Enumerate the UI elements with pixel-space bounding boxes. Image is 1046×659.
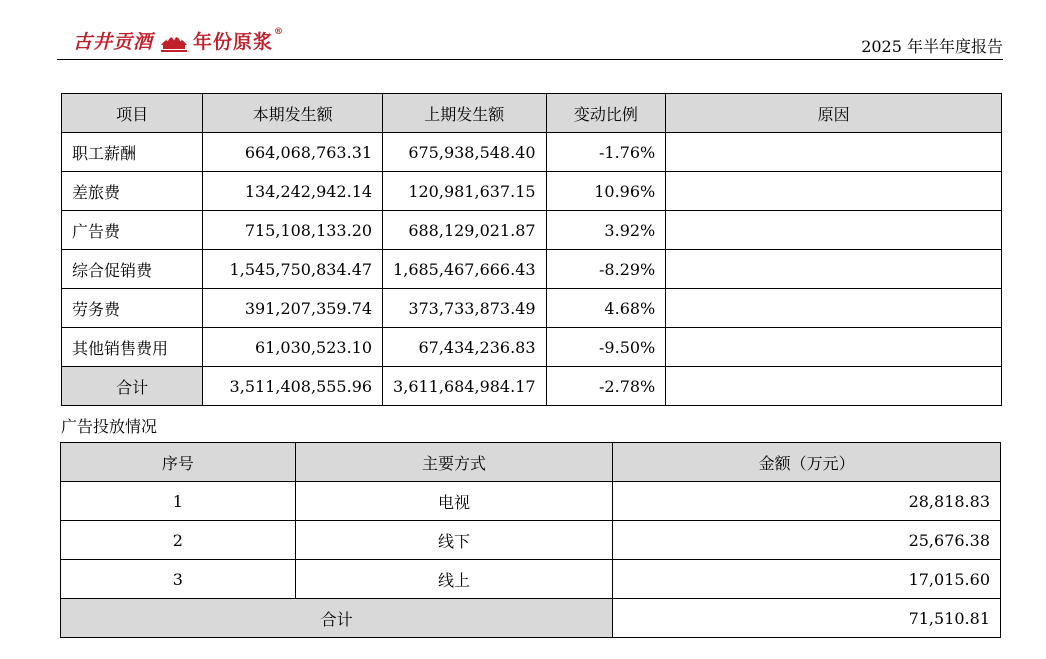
cell-total-reason xyxy=(666,367,1002,406)
cell-item: 广告费 xyxy=(62,211,203,250)
cell-current: 715,108,133.20 xyxy=(203,211,383,250)
table-row xyxy=(62,133,1002,172)
table-row xyxy=(62,250,1002,289)
cell-previous: 688,129,021.87 xyxy=(383,211,547,250)
report-title: 2025 年半年度报告 xyxy=(861,37,1003,56)
sales-expense-table xyxy=(61,93,1002,406)
cell-change: 3.92% xyxy=(546,211,666,250)
cell-reason xyxy=(666,250,1002,289)
table-row xyxy=(61,560,1001,599)
col-header-no: 序号 xyxy=(61,443,296,482)
cell-current: 134,242,942.14 xyxy=(203,172,383,211)
col-header-amount: 金额（万元） xyxy=(613,443,1001,482)
cell-method: 线下 xyxy=(295,521,613,560)
cell-previous: 120,981,637.15 xyxy=(383,172,547,211)
cell-reason xyxy=(666,289,1002,328)
cell-previous: 373,733,873.49 xyxy=(383,289,547,328)
cell-item: 差旅费 xyxy=(62,172,203,211)
cell-total-change: -2.78% xyxy=(546,367,666,406)
cell-current: 664,068,763.31 xyxy=(203,133,383,172)
cell-reason xyxy=(666,211,1002,250)
cell-amount: 25,676.38 xyxy=(613,521,1001,560)
cell-reason xyxy=(666,328,1002,367)
cell-current: 61,030,523.10 xyxy=(203,328,383,367)
brand-text: 古井贡酒 xyxy=(73,30,154,53)
cell-total-current: 3,511,408,555.96 xyxy=(203,367,383,406)
table-row xyxy=(61,521,1001,560)
table-row xyxy=(62,211,1002,250)
table-row xyxy=(62,172,1002,211)
cell-no: 1 xyxy=(61,482,296,521)
table-row xyxy=(61,482,1001,521)
cell-item: 职工薪酬 xyxy=(62,133,203,172)
col-header-current: 本期发生额 xyxy=(203,94,383,133)
col-header-change: 变动比例 xyxy=(546,94,666,133)
cell-item: 综合促销费 xyxy=(62,250,203,289)
table-row xyxy=(62,289,1002,328)
cell-no: 3 xyxy=(61,560,296,599)
cell-previous: 1,685,467,666.43 xyxy=(383,250,547,289)
ad-spend-table xyxy=(60,442,1001,638)
cell-change: 4.68% xyxy=(546,289,666,328)
cell-total-previous: 3,611,684,984.17 xyxy=(383,367,547,406)
cell-item: 劳务费 xyxy=(62,289,203,328)
cell-change: -9.50% xyxy=(546,328,666,367)
col-header-reason: 原因 xyxy=(666,94,1002,133)
slogan-text: 年份原浆 xyxy=(193,30,274,53)
total-row xyxy=(61,599,1001,638)
total-row xyxy=(62,367,1002,406)
ad-section-caption: 广告投放情况 xyxy=(61,417,158,436)
cell-reason xyxy=(666,133,1002,172)
cell-current: 391,207,359.74 xyxy=(203,289,383,328)
table-header-row xyxy=(62,94,1002,133)
emblem-icon xyxy=(159,27,189,53)
cell-method: 电视 xyxy=(295,482,613,521)
cell-change: 10.96% xyxy=(546,172,666,211)
cell-total-label: 合计 xyxy=(61,599,613,638)
cell-previous: 675,938,548.40 xyxy=(383,133,547,172)
col-header-method: 主要方式 xyxy=(295,443,613,482)
col-header-previous: 上期发生额 xyxy=(383,94,547,133)
cell-change: -8.29% xyxy=(546,250,666,289)
cell-amount: 17,015.60 xyxy=(613,560,1001,599)
cell-previous: 67,434,236.83 xyxy=(383,328,547,367)
cell-reason xyxy=(666,172,1002,211)
page-header xyxy=(57,22,1003,60)
cell-method: 线上 xyxy=(295,560,613,599)
cell-amount: 28,818.83 xyxy=(613,482,1001,521)
cell-no: 2 xyxy=(61,521,296,560)
cell-item: 其他销售费用 xyxy=(62,328,203,367)
cell-total-amount: 71,510.81 xyxy=(613,599,1001,638)
col-header-item: 项目 xyxy=(62,94,203,133)
table-row xyxy=(62,328,1002,367)
cell-change: -1.76% xyxy=(546,133,666,172)
cell-total-label: 合计 xyxy=(62,367,203,406)
cell-current: 1,545,750,834.47 xyxy=(203,250,383,289)
company-logo xyxy=(73,25,283,55)
table-header-row xyxy=(61,443,1001,482)
registered-mark: ® xyxy=(274,27,284,37)
